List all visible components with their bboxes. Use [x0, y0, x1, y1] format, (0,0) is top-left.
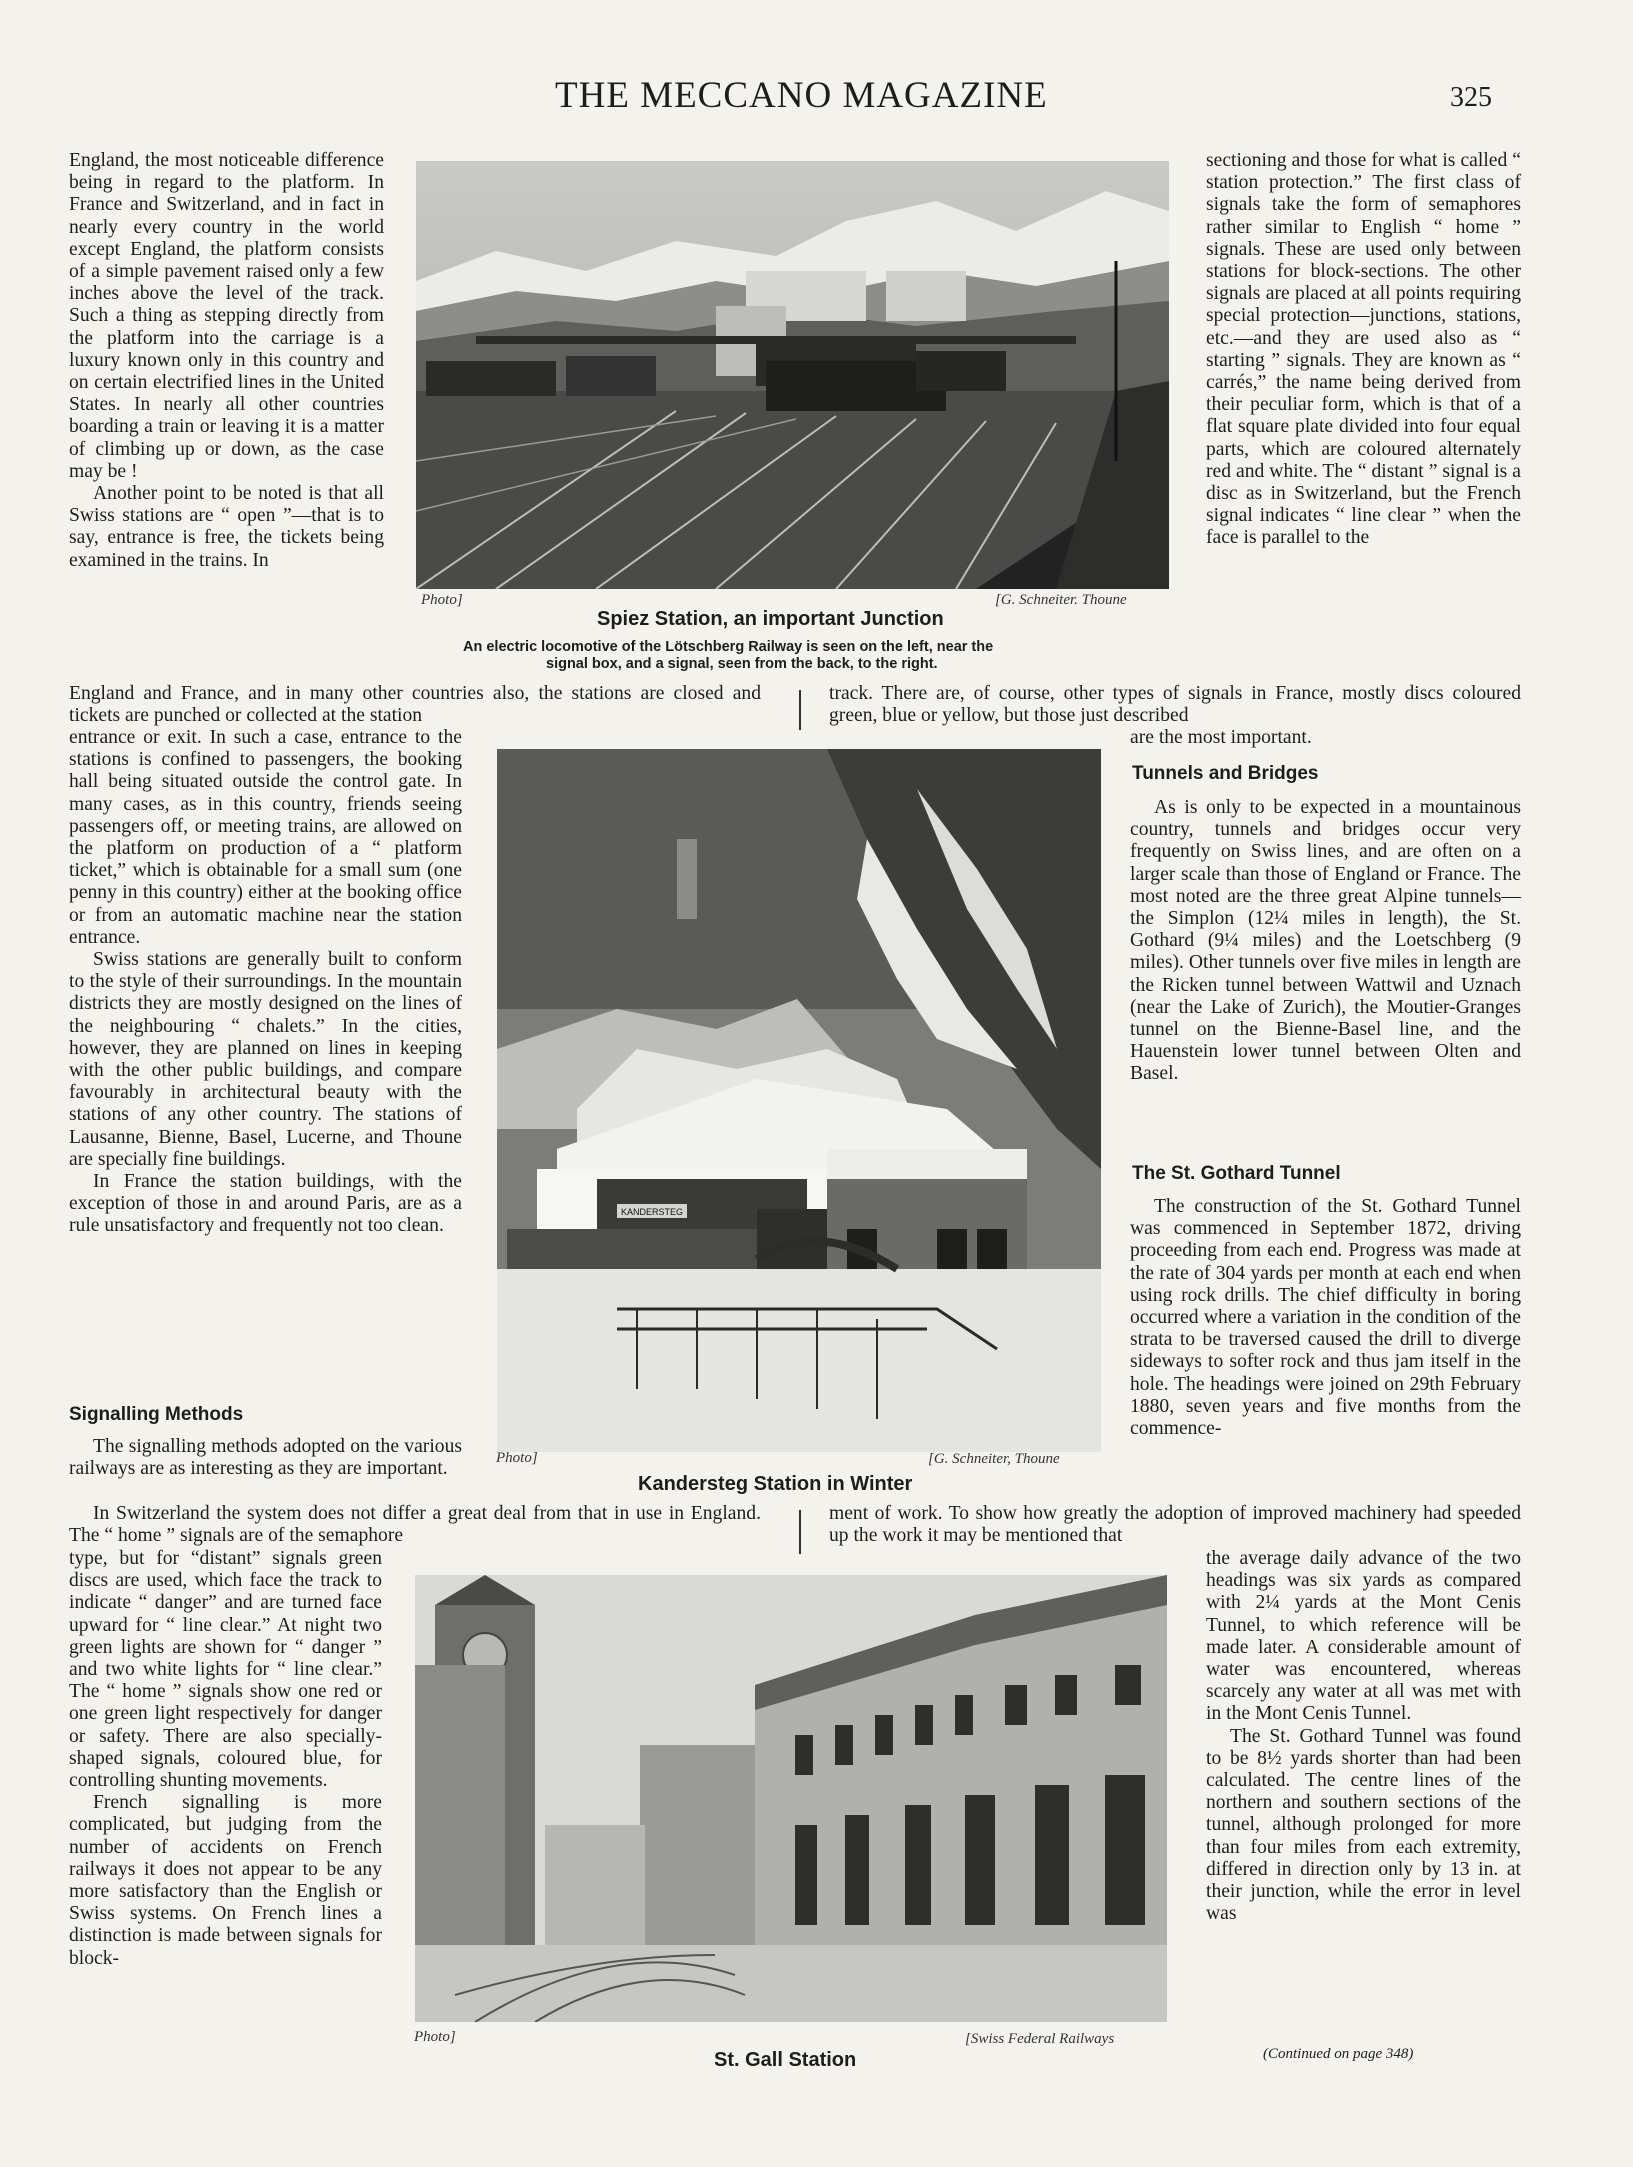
page-header [0, 70, 1633, 120]
paragraph: type, but for “distant” signals green discs are used, which face the track to indicate “ danger” and are turned face upward for “ line clear.” At night two green lights are shown for “ danger ” and two white lights for “ line clear.” The “ home ” signals show one red or one green light respectively for danger or safety. There are also specially-shaped signals, coloured blue, for controlling shunting movements. [69, 1548, 382, 1792]
st-gall-caption-title: St. Gall Station [714, 2049, 857, 2071]
paragraph: Another point to be noted is that all Swiss stations are “ open ”—that is to say, entrance is free, the tickets being examined in the trains. In [69, 483, 384, 571]
paragraph: sectioning and those for what is called “ station protection.” The first class of signals take the form of semaphores rather similar to English “ home ” signals. These are used only between stations for block-sections. The other signals are placed at all points requiring special protection—junctions, stations, etc.—and they are used also as “ starting ” signals. They are known as “ carrés,” the name being derived from their peculiar form, which is that of a flat square plate divided into four equal parts, which are coloured alternately red and white. The “ distant ” signal is a disc as in Switzerland, but the French signal indicates “ line clear ” when the face is parallel to the [1206, 150, 1521, 549]
st-gall-station-photo [415, 1575, 1167, 2022]
paragraph: The St. Gothard Tunnel was found to be 8½ yards shorter than had been calculated. The centre lines of the northern and southern sections of the tunnel, although prolonged for more than four miles from each extremity, differed in direction only by 13 in. at their junction, while the error in level was [1206, 1725, 1521, 1925]
page-number: 325 [1450, 82, 1492, 113]
paragraph: England and France, and in many other countries also, the stations are closed and tickets are punched or collected at the station [69, 683, 761, 727]
kandersteg-credit-left: Photo] [496, 1450, 538, 1466]
st-gall-credit-right: [Swiss Federal Railways [965, 2031, 1115, 2047]
spiez-caption-line-1: An electric locomotive of the Lötschberg Railway is seen on the left, near the [463, 639, 994, 655]
paragraph: the average daily advance of the two headings was six yards as compared with 2¼ yards at the Mont Cenis Tunnel, to which reference will be made later. A considerable amount of water was encountered, whereas scarcely any water at all was met with in the Mont Cenis Tunnel. [1206, 1548, 1521, 1725]
kandersteg-credit-right: [G. Schneiter, Thoune [928, 1451, 1060, 1467]
paragraph: are the most important. [1130, 727, 1312, 748]
magazine-title: THE MECCANO MAGAZINE [555, 75, 1048, 116]
paragraph: In Switzerland the system does not differ a great deal from that in use in England. The “ home ” signals are of the semaphore [69, 1503, 761, 1547]
right-wide-line-1 [829, 683, 1521, 727]
paragraph: As is only to be expected in a mountainous country, tunnels and bridges occur very frequently on Swiss lines, and are often on a larger scale than those of England or France. The most noted are the three great Alpine tunnels—the Simplon (12¼ miles in length), the St. Gothard (9¼ miles) and the Loetschberg (9 miles). Other tunnels over five miles in length are the Ricken tunnel between Wattwil and Uznach (near the Lake of Zurich), the Moutier-Granges tunnel on the Bienne-Basel line, and the Hauenstein lower tunnel between Olten and Basel. [1130, 797, 1521, 1085]
left-column-middle [69, 727, 462, 1238]
left-column-signalling [69, 1436, 462, 1480]
spiez-caption-title: Spiez Station, an important Junction [597, 608, 944, 630]
left-wide-line-1 [69, 683, 761, 727]
paragraph: Swiss stations are generally built to conform to the style of their surroundings. In the mountain districts they are mostly designed on the lines of the neighbouring “ chalets.” In the cities, however, they are planned on lines in keeping with the other public buildings, and compare favourably in architectural beauty with the stations of any other country. The stations of Lausanne, Bienne, Basel, Lucerne, and Thoune are specially fine buildings. [69, 949, 462, 1170]
paragraph: track. There are, of course, other types of signals in France, mostly discs coloured green, blue or yellow, but those just described [829, 683, 1521, 727]
left-column-bottom [69, 1548, 382, 1970]
spiez-caption-line-2: signal box, and a signal, seen from the back, to the right. [546, 656, 938, 672]
st-gall-credit-left: Photo] [414, 2029, 456, 2045]
right-column-bottom [1206, 1548, 1521, 1925]
heading-st-gothard-tunnel: The St. Gothard Tunnel [1132, 1163, 1341, 1184]
kandersteg-station-photo [497, 749, 1101, 1452]
column-rule [799, 690, 801, 730]
column-rule [799, 1510, 801, 1554]
paragraph: England, the most noticeable difference being in regard to the platform. In France and Switzerland, and in fact in nearly every country in the world except England, the platform consists of a simple pavement raised only a few inches above the level of the track. Such a thing as stepping directly from the platform into the carriage is a luxury known only in this country and on certain electrified lines in the United States. In nearly all other countries boarding a train or leaving it is a matter of climbing up or down, as the case may be ! [69, 150, 384, 482]
continued-note: (Continued on page 348) [1263, 2046, 1414, 2062]
right-column-tunnels [1130, 797, 1521, 1086]
paragraph: The construction of the St. Gothard Tunnel was commenced in September 1872, driving proceeding from each end. Progress was made at the rate of 304 yards per month at each end when using rock drills. The chief difficulty in boring occurred where a variation in the condition of the strata to be traversed caused the drill to diverge sideways to softer rock and thus jam itself in the hole. The headings were joined on 29th February 1880, seven years and five months from the commence- [1130, 1196, 1521, 1440]
kandersteg-sign: KANDERSTEG [620, 1207, 684, 1217]
right-wide-line-2 [829, 1503, 1521, 1547]
left-column-top [69, 150, 384, 572]
right-column-gothard [1130, 1196, 1521, 1440]
heading-tunnels-and-bridges: Tunnels and Bridges [1132, 763, 1319, 784]
paragraph: The signalling methods adopted on the various railways are as interesting as they are important. [69, 1436, 462, 1480]
right-column-top [1206, 150, 1521, 550]
right-column-middle [1130, 727, 1521, 749]
paragraph: entrance or exit. In such a case, entrance to the stations is confined to passengers, the booking hall being situated outside the control gate. In many cases, as in this country, friends seeing passengers off, or meeting trains, are allowed on the platform on production of a “ platform ticket,” which is obtainable for a small sum (one penny in this country) either at the booking office or from an automatic machine near the station entrance. [69, 727, 462, 948]
heading-signalling-methods: Signalling Methods [69, 1404, 244, 1425]
left-wide-line-2 [69, 1503, 761, 1547]
kandersteg-caption-title: Kandersteg Station in Winter [638, 1473, 913, 1495]
paragraph: In France the station buildings, with the exception of those in and around Paris, are as a rule unsatisfactory and frequently not too clean. [69, 1171, 462, 1237]
spiez-credit-right: [G. Schneiter. Thoune [995, 592, 1127, 608]
paragraph: French signalling is more complicated, but judging from the number of accidents on French railways it does not appear to be any more satisfactory than the English or Swiss systems. On French lines a distinction is made between signals for block- [69, 1792, 382, 1969]
paragraph: ment of work. To show how greatly the adoption of improved machinery had speeded up the work it may be mentioned that [829, 1503, 1521, 1547]
spiez-credit-left: Photo] [421, 592, 463, 608]
spiez-station-photo [416, 161, 1169, 589]
